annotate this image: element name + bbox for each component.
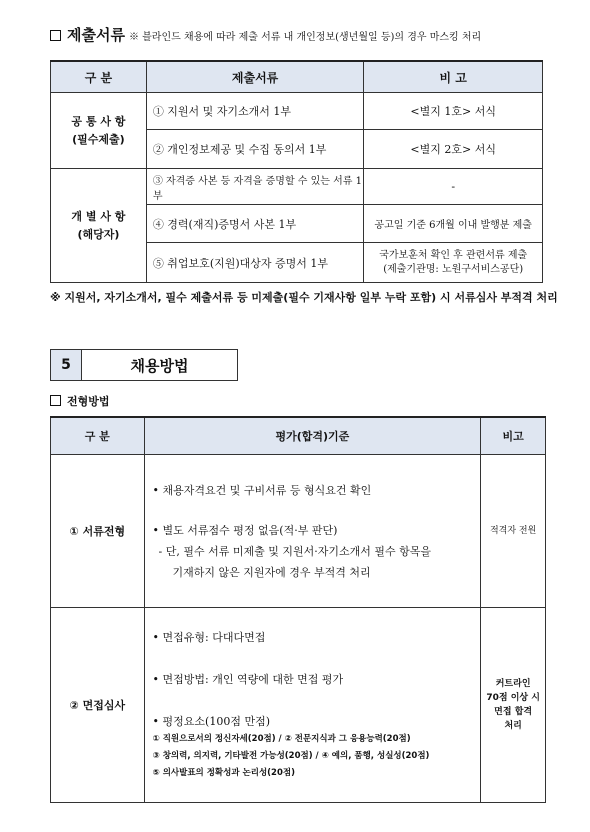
documents-table: [50, 60, 543, 283]
document-cell: ④ 경력(재직)증명서 사본 1부: [146, 205, 364, 243]
documents-heading: 제출서류: [67, 26, 125, 44]
table-row: [51, 455, 546, 608]
remark-line: 국가보훈처 확인 후 관련서류 제출: [379, 249, 528, 261]
col-header: 평가(합격)기준: [144, 417, 481, 455]
remark-cell: <별지 2호> 서식: [364, 130, 543, 169]
checkbox-icon: [50, 30, 61, 41]
evaluation-item: ⑤ 의사발표의 정확성과 논리성(20점): [152, 767, 295, 778]
remark-line: 70점 이상 시: [486, 693, 540, 703]
documents-table-header: [51, 61, 543, 93]
remark-cell: 공고일 기준 6개월 이내 발행분 제출: [364, 205, 543, 243]
col-header: 구 분: [51, 417, 145, 455]
remark-line: (제출기관명: 노원구서비스공단): [383, 263, 524, 275]
criteria-line: • 별도 서류점수 평정 없음(적·부 판단): [152, 524, 338, 537]
document-cell: ⑤ 취업보호(지원)대상자 증명서 1부: [146, 243, 364, 283]
remark-cell: [364, 243, 543, 283]
category-sublabel: (해당자): [77, 227, 120, 241]
category-label: 개 별 사 항: [71, 209, 126, 223]
remark-cell: -: [364, 169, 543, 205]
table-row: [51, 169, 543, 205]
criteria-cell: [144, 608, 481, 803]
criteria-line: • 평정요소(100점 만점): [152, 714, 270, 728]
evaluation-item: ① 직원으로서의 정신자세(20점) / ② 전문지식과 그 응용능력(20점): [152, 733, 411, 744]
stage-name: ② 면접심사: [51, 608, 145, 803]
criteria-line: - 단, 필수 서류 미제출 및 지원서·자기소개서 필수 항목을: [158, 545, 431, 558]
category-cell: [51, 93, 147, 169]
remark-cell: 적격자 전원: [481, 455, 546, 608]
table-row: [51, 93, 543, 130]
section-5-header: [50, 349, 238, 381]
remark-line: 커트라인: [495, 679, 531, 689]
section-title: 채용방법: [130, 356, 189, 375]
criteria-line: • 면접유형: 다대다면접: [152, 630, 266, 644]
col-header: 구 분: [51, 61, 147, 93]
section-number: 5: [51, 350, 82, 380]
process-table: [50, 416, 546, 803]
masking-note: ※ 블라인드 채용에 따라 제출 서류 내 개인정보(생년월일 등)의 경우 마스킹 처리: [128, 32, 482, 43]
stage-name: ① 서류전형: [51, 455, 145, 608]
col-header: 비 고: [364, 61, 543, 93]
remark-line: 처리: [504, 721, 522, 731]
criteria-line: • 면접방법: 개인 역량에 대한 면접 평가: [152, 672, 344, 686]
col-header: 비고: [481, 417, 546, 455]
category-sublabel: (필수제출): [72, 132, 125, 146]
document-cell: ③ 자격증 사본 등 자격을 증명할 수 있는 서류 1부: [146, 169, 364, 205]
process-heading-label: 전형방법: [67, 395, 110, 408]
remark-line: 면접 합격: [494, 707, 533, 717]
criteria-line: 기재하지 않은 지원자에 경우 부적격 처리: [172, 566, 371, 579]
process-heading: [50, 393, 110, 409]
category-cell: [51, 169, 147, 283]
category-label: 공 통 사 항: [71, 114, 126, 128]
col-header: 제출서류: [146, 61, 364, 93]
remark-cell: [481, 608, 546, 803]
remark-cell: <별지 1호> 서식: [364, 93, 543, 130]
documents-footnote: ※ 지원서, 자기소개서, 필수 제출서류 등 미제출(필수 기재사항 일부 누락 포함) 시 서류심사 부적격 처리: [50, 291, 558, 304]
process-table-header: [51, 417, 546, 455]
criteria-cell: [144, 455, 481, 608]
checkbox-icon: [50, 395, 61, 406]
section-heading-documents: [50, 24, 481, 45]
criteria-line: • 채용자격요건 및 구비서류 등 형식요건 확인: [152, 484, 372, 497]
table-row: [51, 608, 546, 803]
document-cell: ① 지원서 및 자기소개서 1부: [146, 93, 364, 130]
evaluation-item: ③ 창의력, 의지력, 기타발전 가능성(20점) / ④ 예의, 품행, 성실성(20점): [152, 750, 430, 761]
document-cell: ② 개인정보제공 및 수집 동의서 1부: [146, 130, 364, 169]
